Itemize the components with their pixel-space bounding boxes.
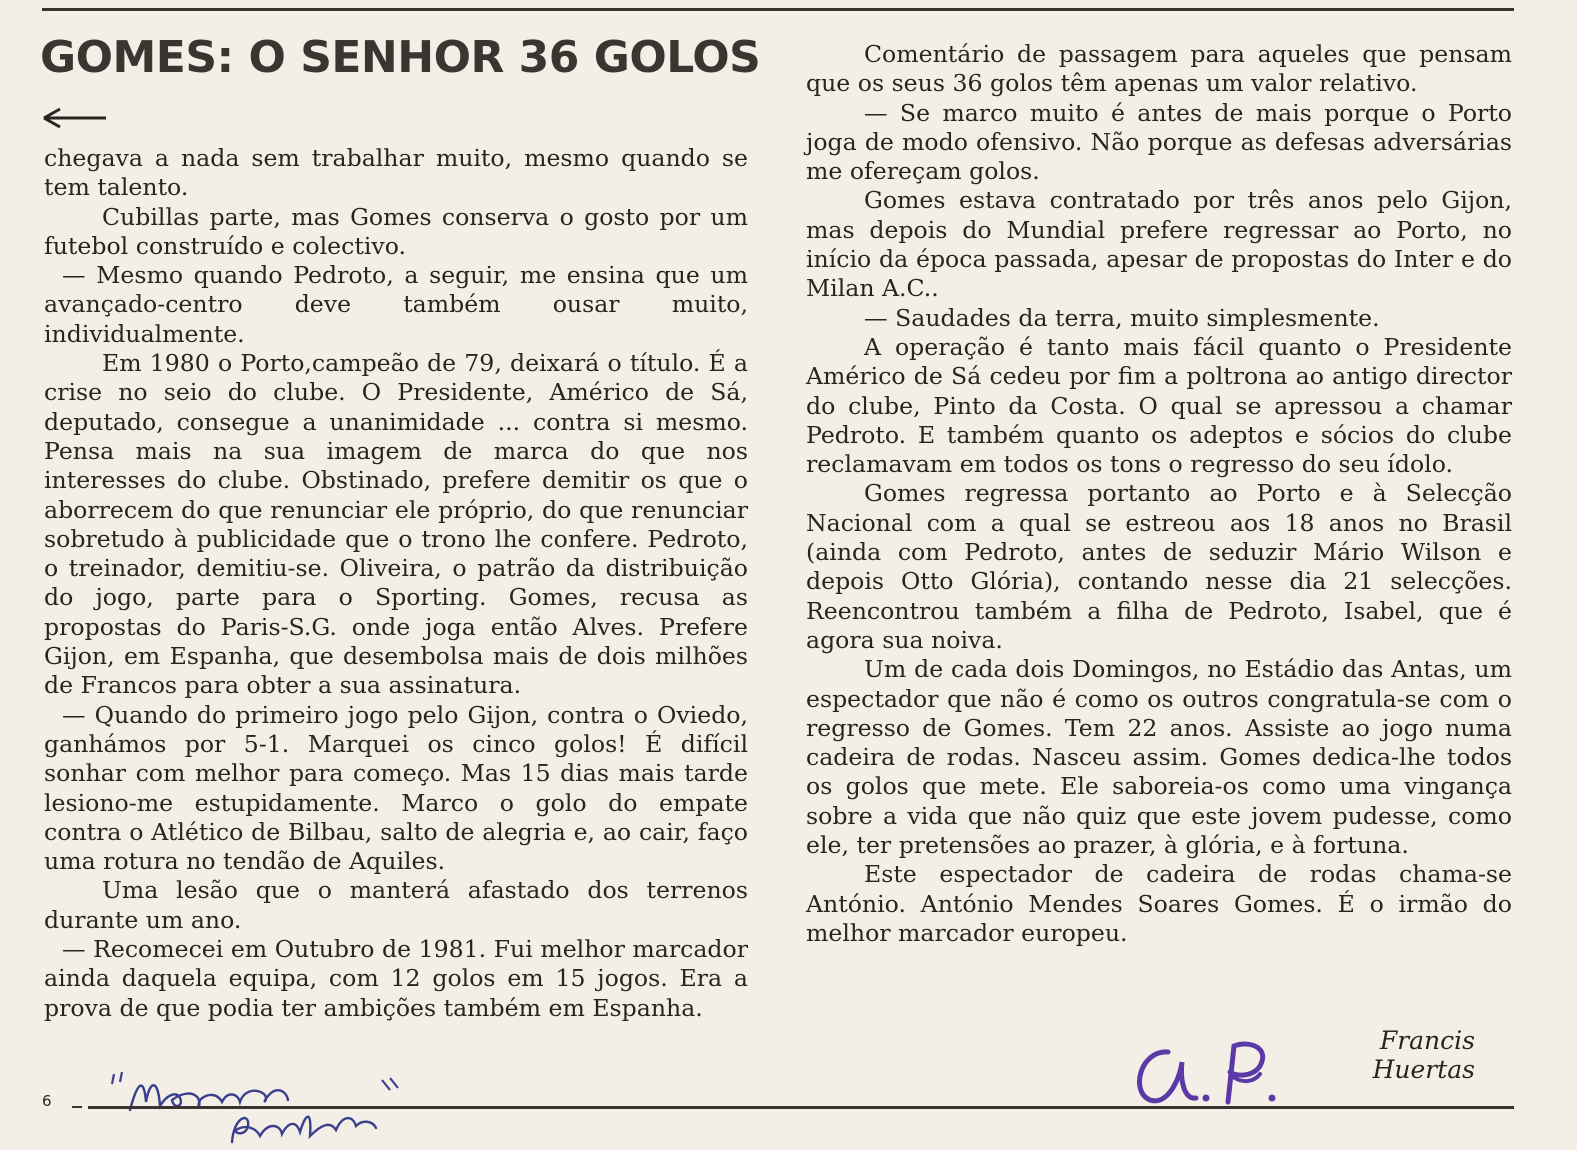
article-headline: GOMES: O SENHOR 36 GOLOS [40, 32, 761, 83]
paragraph: Gomes estava contratado por três anos pelo Gijon, mas depois do Mundial prefere regressar ao Porto, no início da época passada, apesar de propostas do Inter e do Milan A.C.. [806, 186, 1512, 303]
left-arrow-icon [40, 103, 110, 133]
paragraph: — Se marco muito é antes de mais porque o Porto joga de modo ofensivo. Não porque as defesas adversárias me ofereçam golos. [806, 98, 1512, 186]
paragraph: Cubillas parte, mas Gomes conserva o gosto por um futebol construído e colectivo. [44, 202, 748, 260]
paragraph: Um de cada dois Domingos, no Estádio das Antas, um espectador que não é como os outros congratula-se com o regresso de Gomes. Tem 22 anos. Assiste ao jogo numa cadeira de rodas. Nasceu assim. Gomes dedica-lhe todos os golos que mete. Ele saboreia-os como uma vingança sobre a vida que não quiz que este jovem pudesse, como ele, ter pretensões ao prazer, à glória, e à fortuna. [806, 655, 1512, 860]
bottom-rule-stub [72, 1106, 82, 1108]
paragraph: Este espectador de cadeira de rodas chama-se António. António Mendes Soares Gomes. É o irmão do melhor marcador europeu. [806, 860, 1512, 947]
paragraph: — Quando do primeiro jogo pelo Gijon, contra o Oviedo, ganhámos por 5-1. Marquei os cinco golos! É difícil sonhar com melhor para começo. Mas 15 dias mais tarde lesiono-me estupidamente. Marco o golo do empate contra o Atlético de Bilbau, salto de alegria e, ao cair, faço uma rotura no tendão de Aquiles. [44, 700, 748, 876]
right-column [806, 40, 1512, 948]
paragraph: Comentário de passagem para aqueles que pensam que os seus 36 golos têm apenas um valor relativo. [806, 40, 1512, 98]
paragraph: — Saudades da terra, muito simplesmente. [864, 303, 1380, 332]
paragraph: Gomes regressa portanto ao Porto e à Selecção Nacional com a qual se estreou aos 18 anos no Brasil (ainda com Pedroto, antes de seduzir Mário Wilson e depois Otto Glória), contando nesse dia 21 selecções. Reencontrou também a filha de Pedroto, Isabel, que é agora sua noiva. [806, 479, 1512, 654]
left-column [44, 144, 748, 1023]
author-byline: Francis Huertas [1372, 1026, 1475, 1084]
paragraph: — Mesmo quando Pedroto, a seguir, me ensina que um avançado-centro deve também ousar muito, individualmente. [44, 261, 748, 348]
paragraph: A operação é tanto mais fácil quanto o Presidente Américo de Sá cedeu por fim a poltrona ao antigo director do clube, Pinto da Costa. O qual se apressou a chamar Pedroto. E também quanto os adeptos e sócios do clube reclamavam em todos os tons o regresso do seu ídolo. [806, 332, 1512, 479]
paragraph: chegava a nada sem trabalhar muito, mesmo quando se tem talento. [44, 144, 748, 202]
paragraph: — Recomecei em Outubro de 1981. Fui melhor marcador ainda daquela equipa, com 12 golos em 15 jogos. Era a prova de que podia ter ambições também em Espanha. [44, 935, 748, 1022]
bottom-rule [88, 1106, 1514, 1109]
paragraph: Em 1980 o Porto,campeão de 79, deixará o título. É a crise no seio do clube. O Presidente, Américo de Sá, deputado, consegue a unanimidade ... contra si mesmo. Pensa mais na sua imagem de marca do que nos interesses do clube. Obstinado, prefere demitir os que o aborrecem do que renunciar ele próprio, do que renunciar sobretudo à publicidade que o trono lhe confere. Pedroto, o treinador, demitiu-se. Oliveira, o patrão da distribuição do jogo, parte para o Sporting. Gomes, recusa as propostas do Paris-S.G. onde joga então Alves. Prefere Gijon, em Espanha, que desembolsa mais de dois milhões de Francos para obter a sua assinatura. [44, 349, 748, 700]
page-number: 6 [42, 1092, 52, 1110]
paragraph: Uma lesão que o manterá afastado dos terrenos durante um ano. [44, 876, 748, 934]
handwritten-note-icon [100, 1050, 420, 1150]
top-rule [42, 8, 1514, 11]
